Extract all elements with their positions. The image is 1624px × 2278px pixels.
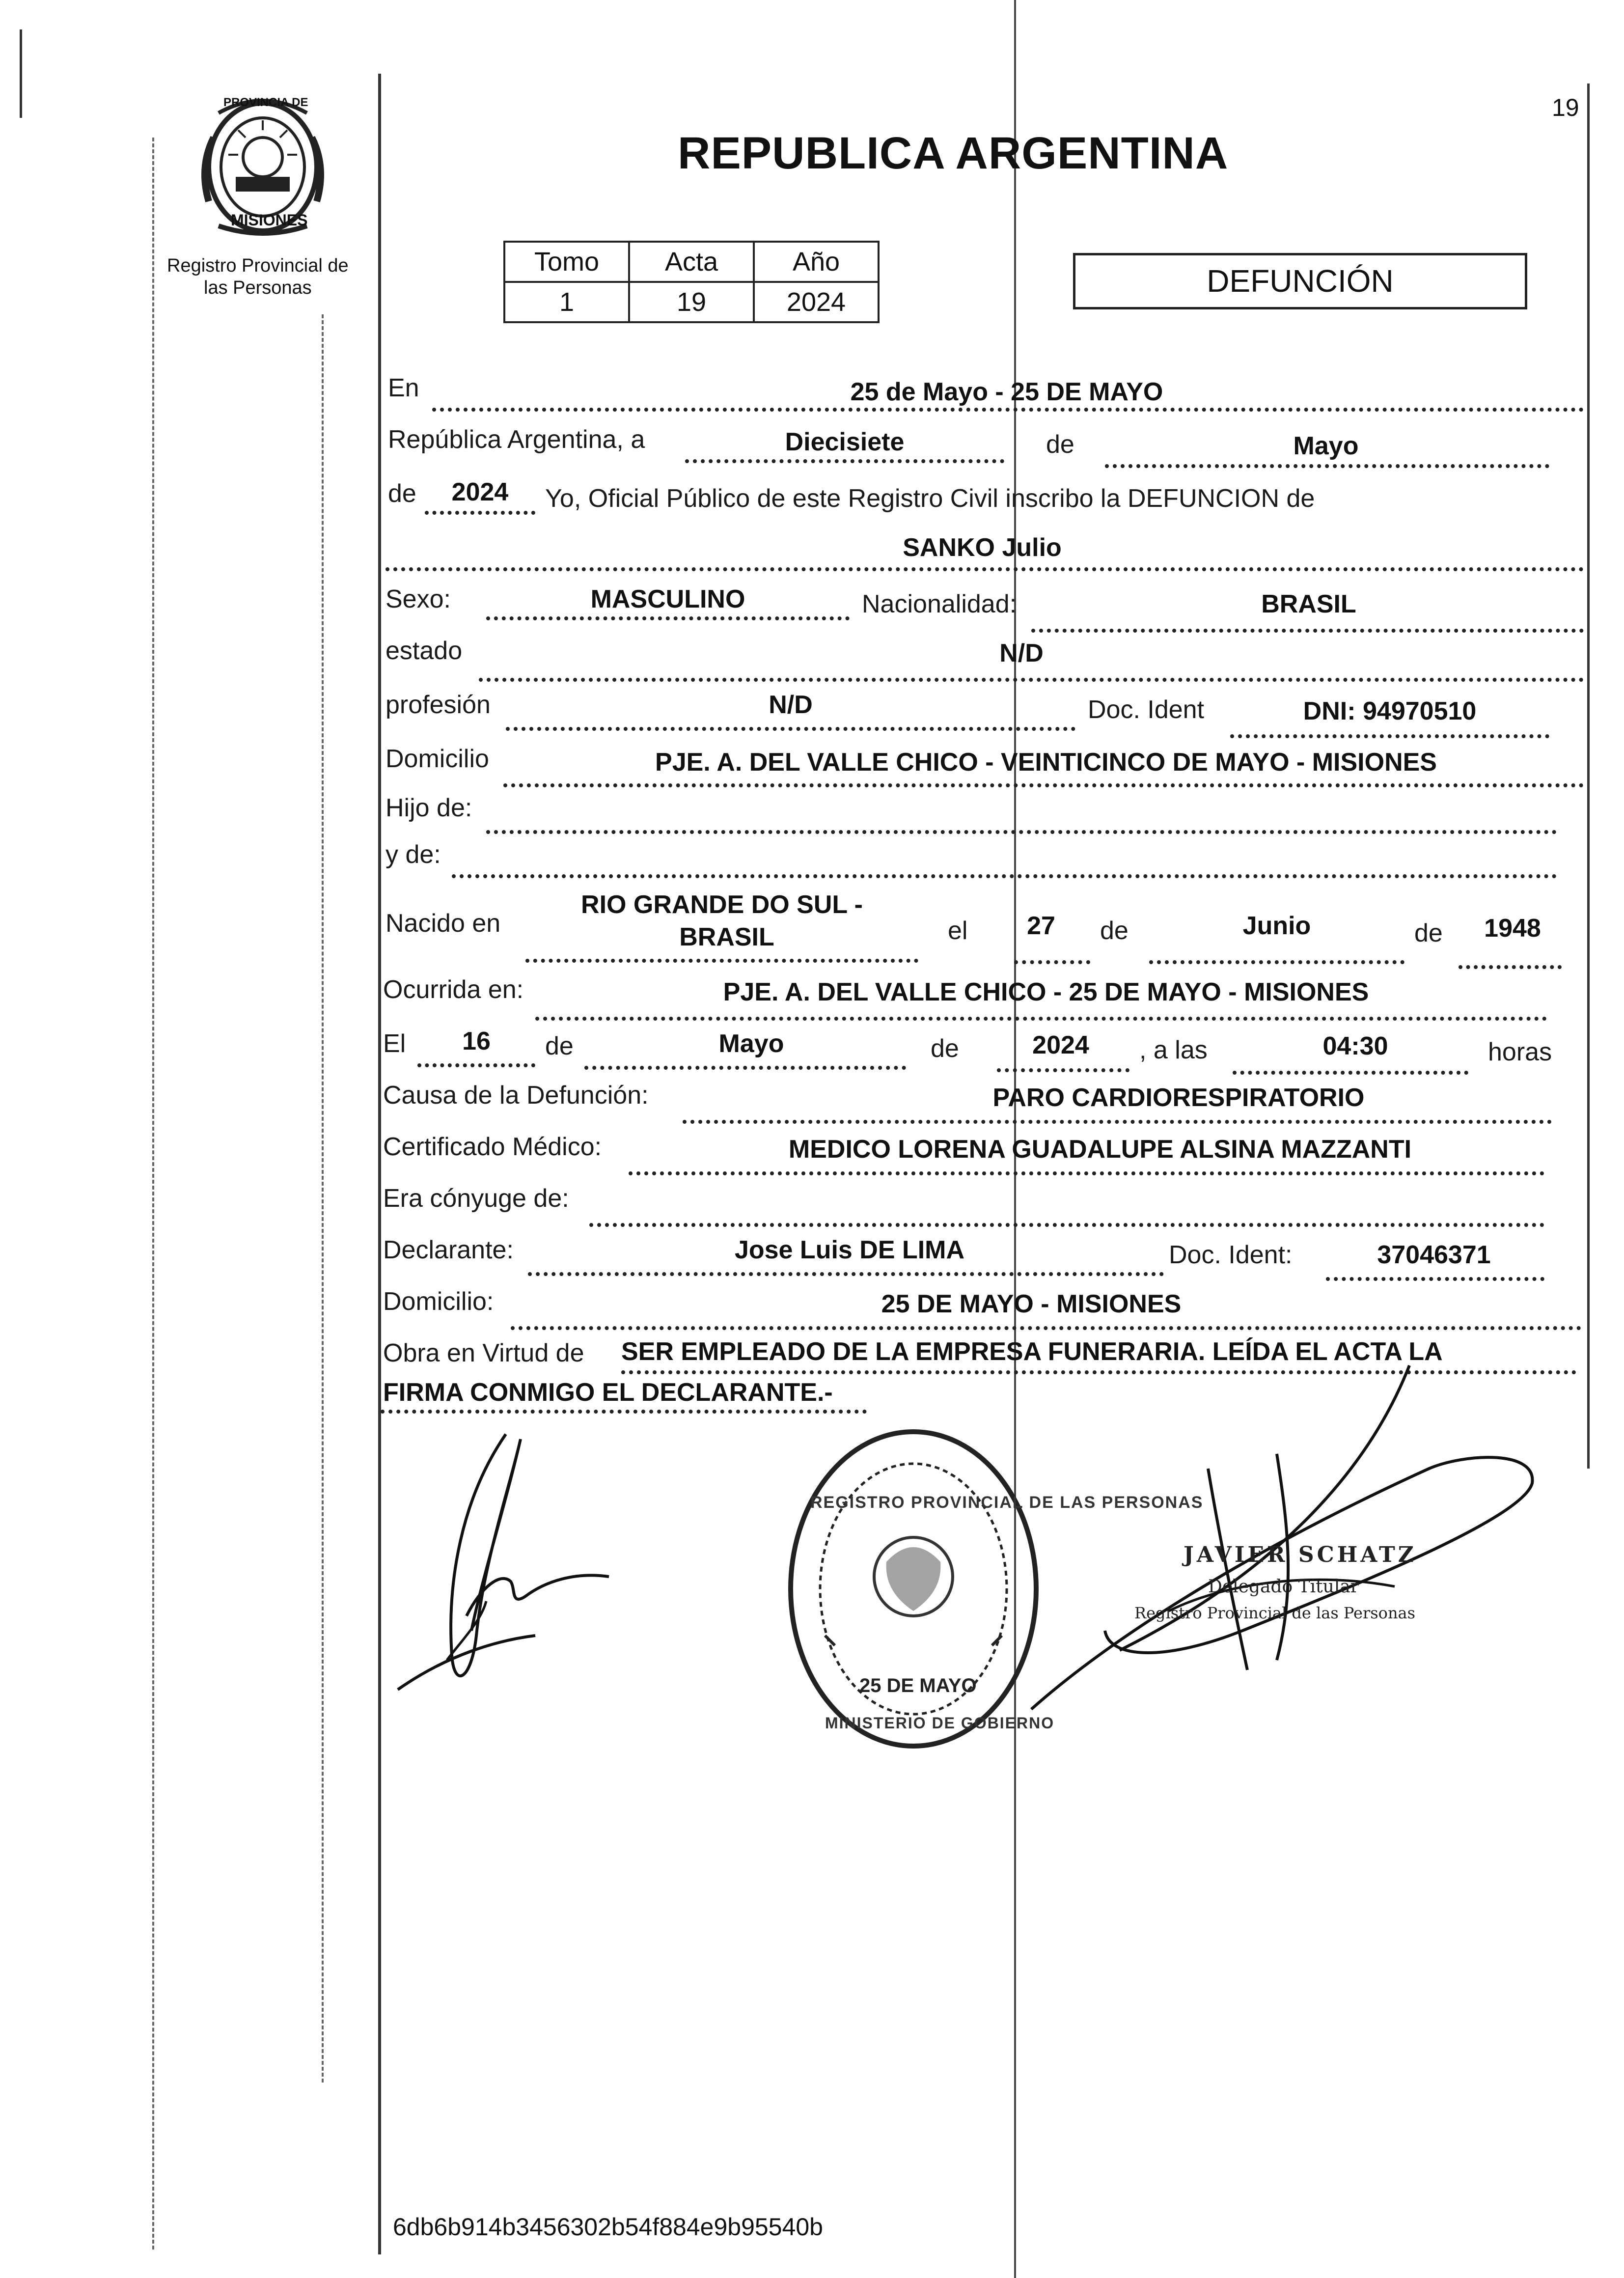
value-causa: PARO CARDIORESPIRATORIO xyxy=(992,1083,1365,1112)
declarant-signature xyxy=(388,1424,633,1709)
value-death-month: Mayo xyxy=(718,1029,784,1058)
label-obra: Obra en Virtud de xyxy=(383,1339,584,1367)
signer-role: Delegado Titular xyxy=(1208,1577,1359,1597)
label-y-de: y de: xyxy=(385,840,441,869)
dots-ocurrida xyxy=(535,1017,1547,1021)
stamp-bottom-text: MINISTERIO DE GOBIERNO xyxy=(825,1714,1055,1732)
dots-year xyxy=(425,511,535,515)
dots-death-time xyxy=(1233,1071,1468,1075)
label-hijo-de: Hijo de: xyxy=(385,794,472,822)
value-estado: N/D xyxy=(999,639,1044,667)
registry-stamp xyxy=(776,1415,1051,1758)
dots-hijo-de xyxy=(486,830,1557,834)
record-table-header xyxy=(504,242,879,282)
margin-line-left xyxy=(20,29,22,118)
record-value-acta: 19 xyxy=(629,282,754,322)
value-month: Mayo xyxy=(1293,432,1359,460)
dots-profesion xyxy=(506,727,1075,731)
value-birth-month: Junio xyxy=(1242,912,1311,940)
value-obra-1: SER EMPLEADO DE LA EMPRESA FUNERARIA. LEÍDA EL ACTA LA xyxy=(621,1337,1443,1366)
dots-conyuge xyxy=(589,1223,1544,1227)
emblem-text-bottom: MISIONES xyxy=(231,211,308,229)
dots-death-year xyxy=(997,1068,1129,1072)
label-certificado: Certificado Médico: xyxy=(383,1133,602,1161)
dots-birth-month xyxy=(1149,960,1404,964)
dots-estado xyxy=(479,678,1584,682)
label-decl-domicilio: Domicilio: xyxy=(383,1287,494,1316)
record-table xyxy=(503,241,880,323)
page-title: REPUBLICA ARGENTINA xyxy=(678,128,1229,178)
value-declarante: Jose Luis DE LIMA xyxy=(734,1236,965,1264)
value-nacionalidad: BRASIL xyxy=(1261,590,1356,618)
label-el: El xyxy=(383,1029,406,1058)
value-domicilio: PJE. A. DEL VALLE CHICO - VEINTICINCO DE MAYO - MISIONES xyxy=(655,748,1437,777)
label-estado: estado xyxy=(385,637,463,665)
value-nacido-place-1: RIO GRANDE DO SUL - xyxy=(581,890,863,919)
value-death-year: 2024 xyxy=(1032,1031,1089,1059)
label-nacido-en: Nacido en xyxy=(385,909,501,938)
value-doc-ident: DNI: 94970510 xyxy=(1303,697,1477,725)
record-header-tomo: Tomo xyxy=(504,242,629,282)
margin-line-right xyxy=(1587,83,1590,1469)
record-value-tomo: 1 xyxy=(504,282,629,322)
label-domicilio: Domicilio xyxy=(385,745,489,773)
value-deceased-name: SANKO Julio xyxy=(903,533,1062,562)
value-decl-domicilio: 25 DE MAYO - MISIONES xyxy=(881,1290,1182,1318)
page-number: 19 xyxy=(1552,94,1579,121)
record-type-box xyxy=(1073,253,1527,309)
dots-birth-day xyxy=(1014,960,1090,964)
value-birth-day: 27 xyxy=(1027,912,1055,940)
label-nacionalidad: Nacionalidad: xyxy=(862,590,1017,618)
dots-nacido-place xyxy=(525,959,918,963)
value-profesion: N/D xyxy=(769,691,813,719)
record-type: DEFUNCIÓN xyxy=(1207,263,1394,299)
value-death-day: 16 xyxy=(462,1027,491,1056)
dots-y-de xyxy=(452,874,1557,878)
document-hash: 6db6b914b3456302b54f884e9b95540b xyxy=(393,2213,823,2241)
label-conyuge: Era cónyuge de: xyxy=(383,1184,569,1213)
label-sexo: Sexo: xyxy=(385,585,451,613)
value-certificado: MEDICO LORENA GUADALUPE ALSINA MAZZANTI xyxy=(788,1135,1412,1164)
margin-line-inner xyxy=(378,74,381,2254)
dots-en xyxy=(432,408,1584,412)
dots-doc-ident xyxy=(1230,734,1549,738)
label-birth-de-1: de xyxy=(1100,917,1129,945)
label-ocurrida-en: Ocurrida en: xyxy=(383,975,524,1004)
signer-office: Registro Provincial de las Personas xyxy=(1134,1604,1416,1622)
label-republica: República Argentina, a xyxy=(388,425,645,454)
dots-domicilio xyxy=(503,783,1584,787)
value-death-time: 04:30 xyxy=(1322,1032,1388,1060)
value-nacido-place-2: BRASIL xyxy=(679,923,774,951)
label-declarante: Declarante: xyxy=(383,1236,514,1264)
record-header-acta: Acta xyxy=(629,242,754,282)
dots-death-day xyxy=(417,1063,535,1067)
dots-month xyxy=(1105,464,1549,468)
label-de-1: de xyxy=(1046,430,1074,459)
dots-decl-domicilio xyxy=(511,1326,1581,1330)
label-death-de-2: de xyxy=(931,1034,959,1063)
stamp-inner-text: 25 DE MAYO xyxy=(859,1675,977,1696)
label-horas: horas xyxy=(1488,1038,1552,1066)
label-en: En xyxy=(388,374,419,402)
dots-obra-2 xyxy=(381,1410,867,1414)
label-de-2: de xyxy=(388,479,416,508)
scan-dashes-1 xyxy=(152,138,154,2250)
stamp-outer-text: REGISTRO PROVINCIAL DE LAS PERSONAS xyxy=(810,1493,1204,1512)
signer-name: JAVIER SCHATZ xyxy=(1184,1542,1417,1567)
dots-day-word xyxy=(685,459,1004,463)
label-doc-ident: Doc. Ident xyxy=(1088,695,1205,724)
record-table-values xyxy=(504,282,879,322)
label-profesion: profesión xyxy=(385,691,491,719)
value-obra-2: FIRMA CONMIGO EL DECLARANTE.- xyxy=(383,1378,833,1407)
dots-declarante xyxy=(528,1272,1164,1276)
label-decl-doc: Doc. Ident: xyxy=(1169,1241,1293,1269)
record-header-ano: Año xyxy=(754,242,879,282)
dots-birth-year xyxy=(1459,965,1562,969)
value-year: 2024 xyxy=(451,478,509,506)
value-en: 25 de Mayo - 25 DE MAYO xyxy=(850,378,1163,406)
dots-decl-doc xyxy=(1326,1277,1544,1281)
issuer-line-1: Registro Provincial de xyxy=(167,255,349,276)
label-birth-de-2: de xyxy=(1414,919,1443,947)
dots-name xyxy=(385,567,1584,571)
dots-nacionalidad xyxy=(1031,629,1584,633)
inscribo-text: Yo, Oficial Público de este Registro Civil inscribo la DEFUNCION de xyxy=(545,484,1315,513)
scan-dashes-2 xyxy=(322,314,324,2083)
label-nacido-el: el xyxy=(948,917,968,945)
label-death-de-1: de xyxy=(545,1032,574,1060)
value-sexo: MASCULINO xyxy=(590,585,745,613)
dots-certificado xyxy=(629,1171,1544,1175)
label-a-las: , a las xyxy=(1139,1036,1208,1064)
issuer-line-2: las Personas xyxy=(204,278,312,298)
dots-death-month xyxy=(584,1066,906,1070)
label-causa: Causa de la Defunción: xyxy=(383,1081,649,1110)
value-decl-doc: 37046371 xyxy=(1377,1241,1491,1269)
dots-sexo xyxy=(486,616,850,620)
record-value-ano: 2024 xyxy=(754,282,879,322)
value-birth-year: 1948 xyxy=(1484,914,1541,943)
value-day-word: Diecisiete xyxy=(785,428,905,456)
emblem-text-top: PROVINCIA DE xyxy=(223,96,308,109)
dots-causa xyxy=(683,1120,1552,1124)
value-ocurrida: PJE. A. DEL VALLE CHICO - 25 DE MAYO - MISIONES xyxy=(723,978,1369,1006)
